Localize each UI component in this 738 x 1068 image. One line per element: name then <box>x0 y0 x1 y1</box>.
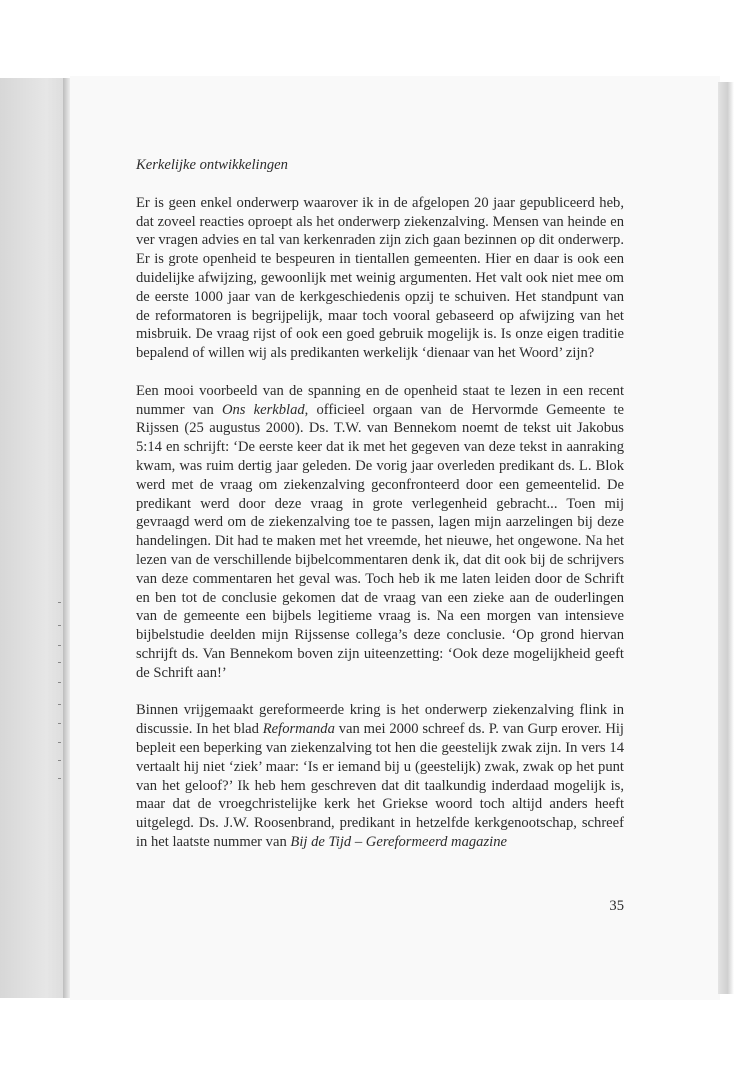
publication-title: Ons kerkblad <box>221 401 305 418</box>
show-through-mark <box>58 682 61 683</box>
paragraph-2 <box>136 382 624 683</box>
facing-page-edge <box>0 78 66 998</box>
show-through-mark <box>58 645 61 646</box>
page-text <box>136 156 624 870</box>
paragraph-3-text-a: Binnen vrijgemaakt gereformeerde kring is het onderwerp ziekenzalving flink in discussie. In het blad <box>136 702 624 738</box>
paragraph-2-text-a: Een mooi voorbeeld van de spanning en de openheid staat te lezen in een recent nummer van <box>136 382 624 418</box>
show-through-mark <box>58 602 61 603</box>
page-edge-shadow <box>718 82 734 994</box>
page-number: 35 <box>609 898 624 914</box>
show-through-mark <box>58 723 61 724</box>
show-through-mark <box>58 625 61 626</box>
show-through-mark <box>58 662 61 663</box>
paragraph-1: Er is geen enkel onderwerp waarover ik in de afgelopen 20 jaar gepubliceerd heb, dat zoveel reacties oproept als het onderwerp ziekenzalving. Mensen van heinde en ver vragen advies en tal van kerkenraden zijn zich gaan bezinnen op dit onderwerp. Er is grote openheid te bespeuren in tientallen gemeenten. Hier en daar is ook een duidelijke afwijzing, gewoonlijk met weinig argumenten. Het valt ook niet mee om de eerste 1000 jaar van de kerkgeschiedenis opzij te schuiven. Het standpunt van de reformatoren is begrijpelijk, maar toch vooral gebaseerd op afwijzing van het misbruik. De vraag rijst of ook een goed gebruik mogelijk is. Is onze eigen traditie bepalend of willen wij als predikanten werkelijk ‘dienaar van het Woord’ zijn? <box>136 194 624 362</box>
show-through-mark <box>58 778 61 779</box>
section-heading: Kerkelijke ontwikkelingen <box>136 157 288 173</box>
paragraph-2-text-b: , officieel orgaan van de Hervormde Gemeente te Rijssen (25 augustus 2000). Ds. T.W. van Bennekom noemt de tekst uit Jakobus 5:14 en schrijft: ‘De eerste keer dat ik met het gegeven van deze tekst in aanraking kwam, was ruim dertig jaar geleden. De vorig jaar overleden predikant ds. L. Blok werd met de vraag om ziekenzalving geconfronteerd door een gemeentelid. De predikant werd door deze vraag in grote verlegenheid gebracht... Toen mij gevraagd werd om de ziekenzalving toe te passen, lagen mijn aarzelingen bij deze handelingen. Dit had te maken met het vreemde, het nieuwe, het ongewone. Na het lezen van de verschillende bijbelcommentaren denk ik, dat dit ook bij de schrijvers van deze commentaren het geval was. Toch heb ik me laten leiden door de Schrift en ben tot de conclusie gekomen dat de vraag van een zieke aan de ouderlingen van de gemeente een bijbels legitieme vraag is. Na een morgen van intensieve bijbelstudie deelden mijn Rijssense collega’s deze conclusie. ‘Op grond hiervan schrijft ds. Van Bennekom boven zijn uiteenzetting: ‘Ook deze mogelijkheid geeft de Schrift aan!’ <box>136 401 624 681</box>
show-through-mark <box>58 760 61 761</box>
show-through-mark <box>58 742 61 743</box>
paragraph-3 <box>136 701 624 851</box>
publication-title: Bij de Tijd – Gereformeerd magazine <box>290 833 507 850</box>
paragraph-3-text-b: van mei 2000 schreef ds. P. van Gurp erover. Hij bepleit een beperking van ziekenzalving tot hen die geestelijk zwak zijn. In vers 14 vertaalt hij niet ‘ziek’ maar: ‘Is er iemand bij u (geestelijk) zwak, zwak op het punt van het geloof?’ Ik heb hem geschreven dat dit taalkundig inderdaad mogelijk is, maar dat de vroegchristelijke kerk het Griekse woord toch altijd anders heeft uitgelegd. Ds. J.W. Roosenbrand, predikant in hetzelfde kerkgenootschap, schreef in het laatste nummer van <box>136 721 624 850</box>
show-through-mark <box>58 704 61 705</box>
publication-title: Reformanda <box>262 721 335 738</box>
